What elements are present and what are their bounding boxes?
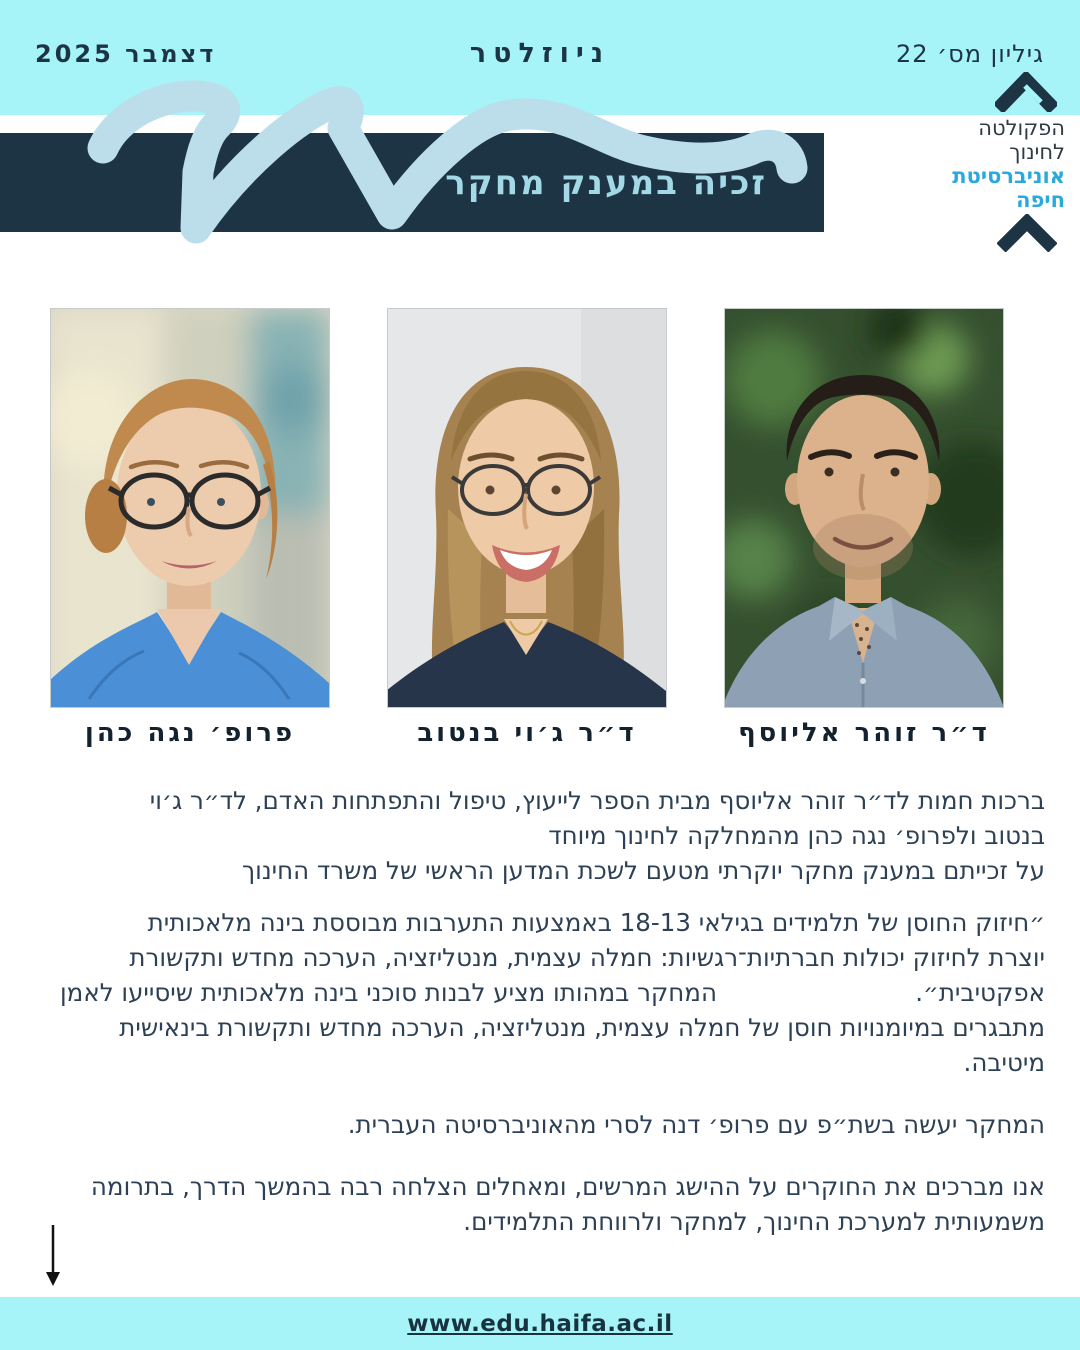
chevron-icon bbox=[997, 214, 1057, 252]
article-body bbox=[60, 783, 1045, 1239]
researcher-name: ד״ר ג׳וי בנטוב bbox=[417, 718, 637, 748]
text-line: על זכייתם במענק מחקר יוקרתי מטעם לשכת המדען הראשי של משרד החינוך bbox=[242, 856, 1045, 885]
text-line: משמעותית למערכת החינוך, למחקר ולרווחת התלמידים. bbox=[463, 1207, 1045, 1236]
newsletter-title: ניוזלטר bbox=[469, 38, 611, 69]
paragraph-congrats bbox=[60, 783, 1045, 888]
section-title: זכיה במענק מחקר bbox=[445, 162, 767, 203]
text-line: אנו מברכים את החוקרים על ההישג המרשים, ומאחלים הצלחה רבה בהמשך הדרך, בתרומה bbox=[90, 1172, 1045, 1201]
researcher-name: פרופ׳ נגה כהן bbox=[84, 718, 296, 748]
researcher-card bbox=[724, 308, 1004, 748]
top-bar bbox=[0, 0, 1080, 115]
text-line: מתבגרים במיומנויות חוסן של חמלה עצמית, מנטליזציה, הערכה מחדש ותקשורת בינאישית bbox=[119, 1013, 1045, 1042]
text-line-split bbox=[60, 975, 1045, 1010]
website-link[interactable]: www.edu.haifa.ac.il bbox=[407, 1310, 673, 1337]
paragraph-blessing bbox=[60, 1169, 1045, 1239]
faculty-line: הפקולטה bbox=[978, 116, 1065, 140]
paragraph-collaboration bbox=[60, 1107, 1045, 1142]
quote-end: אפקטיבית״. bbox=[915, 978, 1045, 1007]
sentence-start: המחקר במהותו מציע לבנות סוכני בינה מלאכותית שיסייעו לאמן bbox=[60, 978, 717, 1007]
section-banner bbox=[0, 133, 824, 232]
researcher-card bbox=[387, 308, 667, 748]
text-line: בנטוב ולפרופ׳ נגה כהן מהמחלקה לחינוך מיוחד bbox=[548, 821, 1045, 850]
text-line: ברכות חמות לד״ר זוהר אליוסף מבית הספר לייעוץ, טיפול והתפתחות האדם, לד״ר ג׳וי bbox=[149, 786, 1045, 815]
faculty-line: לחינוך bbox=[1009, 140, 1065, 164]
university-chevron-icon bbox=[995, 72, 1057, 112]
text-line: מיטיבה. bbox=[963, 1048, 1045, 1077]
university-line: אוניברסיטת bbox=[952, 164, 1065, 188]
university-line: חיפה bbox=[1016, 188, 1065, 212]
paragraph-quote bbox=[60, 905, 1045, 1080]
portrait-photo-noga bbox=[50, 308, 330, 708]
issue-number: גיליון מס׳ 22 bbox=[896, 40, 1044, 68]
text-line: המחקר יעשה בשת״פ עם פרופ׳ דנה לסרי מהאוניברסיטה העברית. bbox=[347, 1110, 1045, 1139]
text-line: יוצרת לחיזוק יכולות חברתיות־רגשיות: חמלה עצמית, מנטליזציה, הערכה מחדש ותקשורת bbox=[129, 943, 1045, 972]
portrait-photo-zohar bbox=[724, 308, 1004, 708]
text-line: ״חיזוק החוסן של תלמידים בגילאי 18-13 באמצעות התערבות מבוססת בינה מלאכותית bbox=[147, 908, 1045, 937]
down-arrow-icon bbox=[42, 1222, 64, 1290]
faculty-wordmark bbox=[860, 116, 1065, 212]
researchers-row bbox=[50, 308, 1004, 748]
portrait-photo-joy bbox=[387, 308, 667, 708]
footer-bar bbox=[0, 1297, 1080, 1350]
researcher-name: ד״ר זוהר אליוסף bbox=[738, 718, 990, 748]
issue-date: דצמבר 2025 bbox=[35, 40, 217, 68]
researcher-card bbox=[50, 308, 330, 748]
